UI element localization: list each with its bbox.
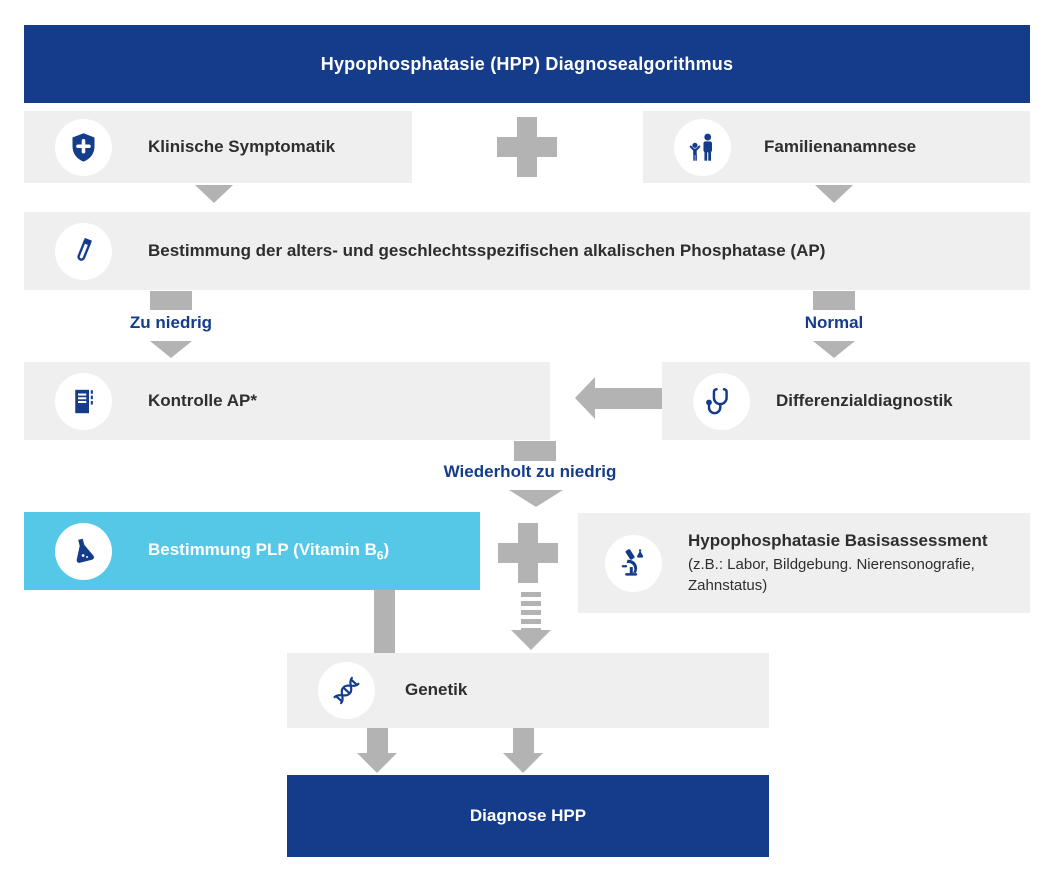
connector-segment [514,441,556,461]
shield-cross-icon [55,119,112,176]
node-label: Bestimmung PLP (Vitamin $B_6$) [148,539,390,562]
test-tube-icon [55,223,112,280]
node-label: Klinische Symptomatik [148,136,336,156]
branch-label-zu-niedrig: Zu niedrig [129,313,213,332]
arrow-down-icon [503,753,543,773]
diagram-title: Hypophosphatasie (HPP) Diagnosealgorithmus [320,53,734,74]
node-genetik [287,653,769,728]
node-kontrolle-ap [24,362,550,440]
arrow-down-shaft [513,728,534,753]
arrow-down-icon [815,185,853,203]
node-basisassessment [578,513,1030,613]
arrow-left-shaft [595,388,663,409]
arrow-down-shaft [367,728,388,753]
dna-icon [318,662,375,719]
node-ap-bestimmung [24,212,1030,290]
plus-connector-top [497,117,557,177]
arrow-down-icon [813,341,855,358]
node-label: Familienanamnese [764,136,917,156]
stethoscope-icon [693,373,750,430]
family-icon [674,119,731,176]
node-diagnose-hpp [287,775,769,857]
report-icon [55,373,112,430]
branch-label-wiederholt-zu-niedrig: Wiederholt zu niedrig [443,462,617,481]
flask-icon [55,523,112,580]
node-title: Hypophosphatasie Basisassessment [688,530,988,550]
arrow-down-icon [511,630,551,650]
branch-label-normal: Normal [804,313,864,332]
connector-bar [374,590,395,653]
node-subtitle: (z.B.: Labor, Bildgebung. Nierensonografie, Zahnstatus) [688,555,975,595]
arrow-down-icon [357,753,397,773]
node-label: Genetik [405,680,468,700]
connector-segment [150,291,192,310]
node-familienanamnese [643,111,1030,183]
node-text [688,529,1023,597]
node-label: Diagnose HPP [469,806,587,825]
connector-segment [813,291,855,310]
arrow-down-icon [195,185,233,203]
diagram-title-bar [24,25,1030,103]
arrow-down-icon [150,341,192,358]
dashed-connector [521,592,541,630]
node-plp-bestimmung [24,512,480,590]
node-differenzialdiagnostik [662,362,1030,440]
microscope-icon [605,535,662,592]
node-label: Differenzialdiagnostik [776,390,953,410]
plus-connector-bottom [498,523,558,583]
arrow-left-icon [575,377,595,419]
node-label: Bestimmung der alters- und geschlechtsspezifischen alkalischen Phosphatase (AP) [148,240,826,260]
node-klinische-symptomatik [24,111,412,183]
arrow-down-icon [509,490,563,507]
node-label: Kontrolle AP* [148,390,257,410]
